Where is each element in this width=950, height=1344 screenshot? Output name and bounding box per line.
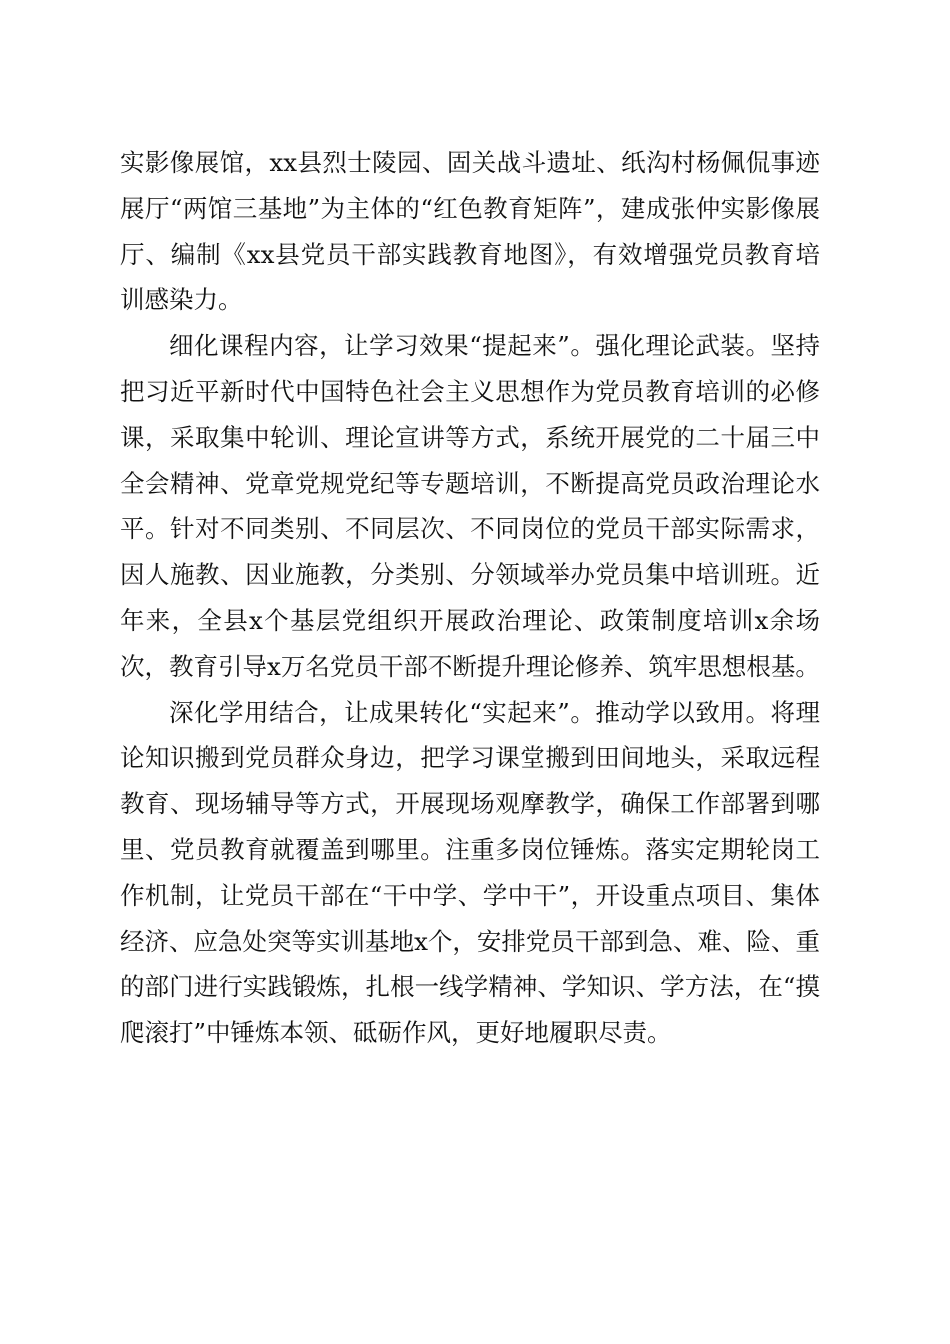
paragraph-continuation: 实影像展馆，xx县烈士陵园、固关战斗遗址、纸沟村杨佩侃事迹展厅“两馆三基地”为主体的“红色教育矩阵”，建成张仲实影像展厅、编制《xx县党员干部实践教育地图》，有效增强党员教育培训感染力。	[120, 148, 820, 315]
document-body	[120, 140, 820, 1056]
paragraph-learning-application: 深化学用结合，让成果转化“实起来”。推动学以致用。将理论知识搬到党员群众身边，把学习课堂搬到田间地头，采取远程教育、现场辅导等方式，开展现场观摩教学，确保工作部署到哪里、党员教育就覆盖到哪里。注重多岗位锤炼。落实定期轮岗工作机制，让党员干部在“干中学、学中干”，开设重点项目、集体经济、应急处突等实训基地x个，安排党员干部到急、难、险、重的部门进行实践锻炼，扎根一线学精神、学知识、学方法，在“摸爬滚打”中锤炼本领、砥砺作风，更好地履职尽责。	[120, 697, 820, 1048]
paragraph-course-content: 细化课程内容，让学习效果“提起来”。强化理论武装。坚持把习近平新时代中国特色社会主义思想作为党员教育培训的必修课，采取集中轮训、理论宣讲等方式，系统开展党的二十届三中全会精神、党章党规党纪等专题培训，不断提高党员政治理论水平。针对不同类别、不同层次、不同岗位的党员干部实际需求，因人施教、因业施教，分类别、分领域举办党员集中培训班。近年来，全县x个基层党组织开展政治理论、政策制度培训x余场次，教育引导x万名党员干部不断提升理论修养、筑牢思想根基。	[120, 331, 820, 681]
